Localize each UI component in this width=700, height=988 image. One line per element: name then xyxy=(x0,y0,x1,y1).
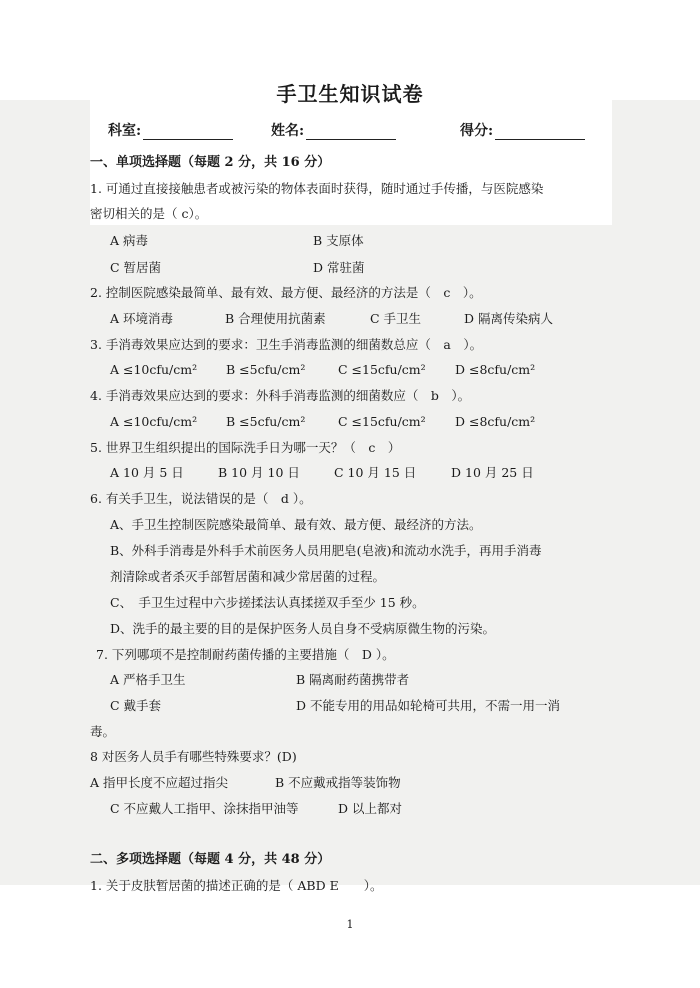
q5-option-b: B 10 月 10 日 xyxy=(218,465,300,480)
q5-option-c: C 10 月 15 日 xyxy=(334,465,417,480)
q6-option-b-line2: 剂清除或者杀灭手部暂居菌和减少常居菌的过程。 xyxy=(110,569,386,584)
section2-q1-text: 1. 关于皮肤暂居菌的描述正确的是（ ABD E ）。 xyxy=(90,878,383,893)
page-number: 1 xyxy=(346,918,354,931)
q5-option-a: A 10 月 5 日 xyxy=(110,465,184,480)
q8-option-c: C 不应戴人工指甲、涂抹指甲油等 xyxy=(110,801,299,816)
q6-option-a: A、手卫生控制医院感染最简单、最有效、最方便、最经济的方法。 xyxy=(110,517,482,532)
score-blank[interactable] xyxy=(495,125,585,140)
q8-option-b: B 不应戴戒指等装饰物 xyxy=(275,775,401,790)
q3-option-b: B ≤5cfu/cm² xyxy=(226,362,306,377)
name-blank[interactable] xyxy=(306,125,396,140)
q4-option-d: D ≤8cfu/cm² xyxy=(455,414,536,429)
q1-option-c: C 暂居菌 xyxy=(110,260,162,275)
q2-option-c: C 手卫生 xyxy=(370,311,422,326)
q3-option-a: A ≤10cfu/cm² xyxy=(110,362,198,377)
q2-option-a: A 环境消毒 xyxy=(110,311,174,326)
q6-option-c: C、 手卫生过程中六步搓揉法认真揉搓双手至少 15 秒。 xyxy=(110,595,425,610)
q8-option-a: A 指甲长度不应超过指尖 xyxy=(90,775,229,790)
q8-text: 8 对医务人员手有哪些特殊要求？(D) xyxy=(90,749,297,764)
dept-label: 科室: xyxy=(108,123,142,139)
q1-option-d: D 常驻菌 xyxy=(313,260,365,275)
q3-text: 3. 手消毒效果应达到的要求：卫生手消毒监测的细菌数总应（ a ）。 xyxy=(90,337,483,352)
q1-text-line1: 1. 可通过直接接触患者或被污染的物体表面时获得，随时通过手传播，与医院感染 xyxy=(90,181,544,196)
q7-text: 7. 下列哪项不是控制耐药菌传播的主要措施（ D ）。 xyxy=(96,647,395,662)
dept-field xyxy=(108,120,233,140)
q7-option-c: C 戴手套 xyxy=(110,698,162,713)
dept-blank[interactable] xyxy=(143,125,233,140)
q2-option-b: B 合理使用抗菌素 xyxy=(225,311,326,326)
q5-option-d: D 10 月 25 日 xyxy=(451,465,534,480)
section2-heading: 二、多项选择题（每题 4 分，共 48 分） xyxy=(90,852,331,867)
q1-option-b: B 支原体 xyxy=(313,233,364,248)
q3-option-c: C ≤15cfu/cm² xyxy=(338,362,426,377)
header-fields xyxy=(108,120,588,142)
q6-text: 6. 有关手卫生，说法错误的是（ d ）。 xyxy=(90,491,312,506)
q6-option-b-line1: B、外科手消毒是外科手术前医务人员用肥皂(皂液)和流动水洗手，再用手消毒 xyxy=(110,543,542,558)
q8-option-d: D 以上都对 xyxy=(338,801,402,816)
q2-text: 2. 控制医院感染最简单、最有效、最方便、最经济的方法是（ c ）。 xyxy=(90,285,482,300)
q1-option-a: A 病毒 xyxy=(110,233,149,248)
section1-heading: 一、单项选择题（每题 2 分，共 16 分） xyxy=(90,155,331,170)
q2-option-d: D 隔离传染病人 xyxy=(464,311,553,326)
q1-text-line2: 密切相关的是（ c）。 xyxy=(90,206,208,221)
score-field xyxy=(460,120,585,140)
q3-option-d: D ≤8cfu/cm² xyxy=(455,362,536,377)
q5-text: 5. 世界卫生组织提出的国际洗手日为哪一天？（ c ） xyxy=(90,440,401,455)
name-field xyxy=(271,120,396,140)
q7-option-d-line2: 毒。 xyxy=(90,724,116,739)
q4-option-b: B ≤5cfu/cm² xyxy=(226,414,306,429)
score-label: 得分: xyxy=(460,123,494,139)
q4-text: 4. 手消毒效果应达到的要求：外科手消毒监测的细菌数应（ b ）。 xyxy=(90,388,471,403)
q4-option-c: C ≤15cfu/cm² xyxy=(338,414,426,429)
name-label: 姓名: xyxy=(271,123,305,139)
q7-option-a: A 严格手卫生 xyxy=(110,672,186,687)
q6-option-d: D、洗手的最主要的目的是保护医务人员自身不受病原微生物的污染。 xyxy=(110,621,496,636)
q7-option-d-line1: D 不能专用的用品如轮椅可共用，不需一用一消 xyxy=(296,698,560,713)
page-title: 手卫生知识试卷 xyxy=(276,82,424,106)
q4-option-a: A ≤10cfu/cm² xyxy=(110,414,198,429)
q7-option-b: B 隔离耐药菌携带者 xyxy=(296,672,410,687)
